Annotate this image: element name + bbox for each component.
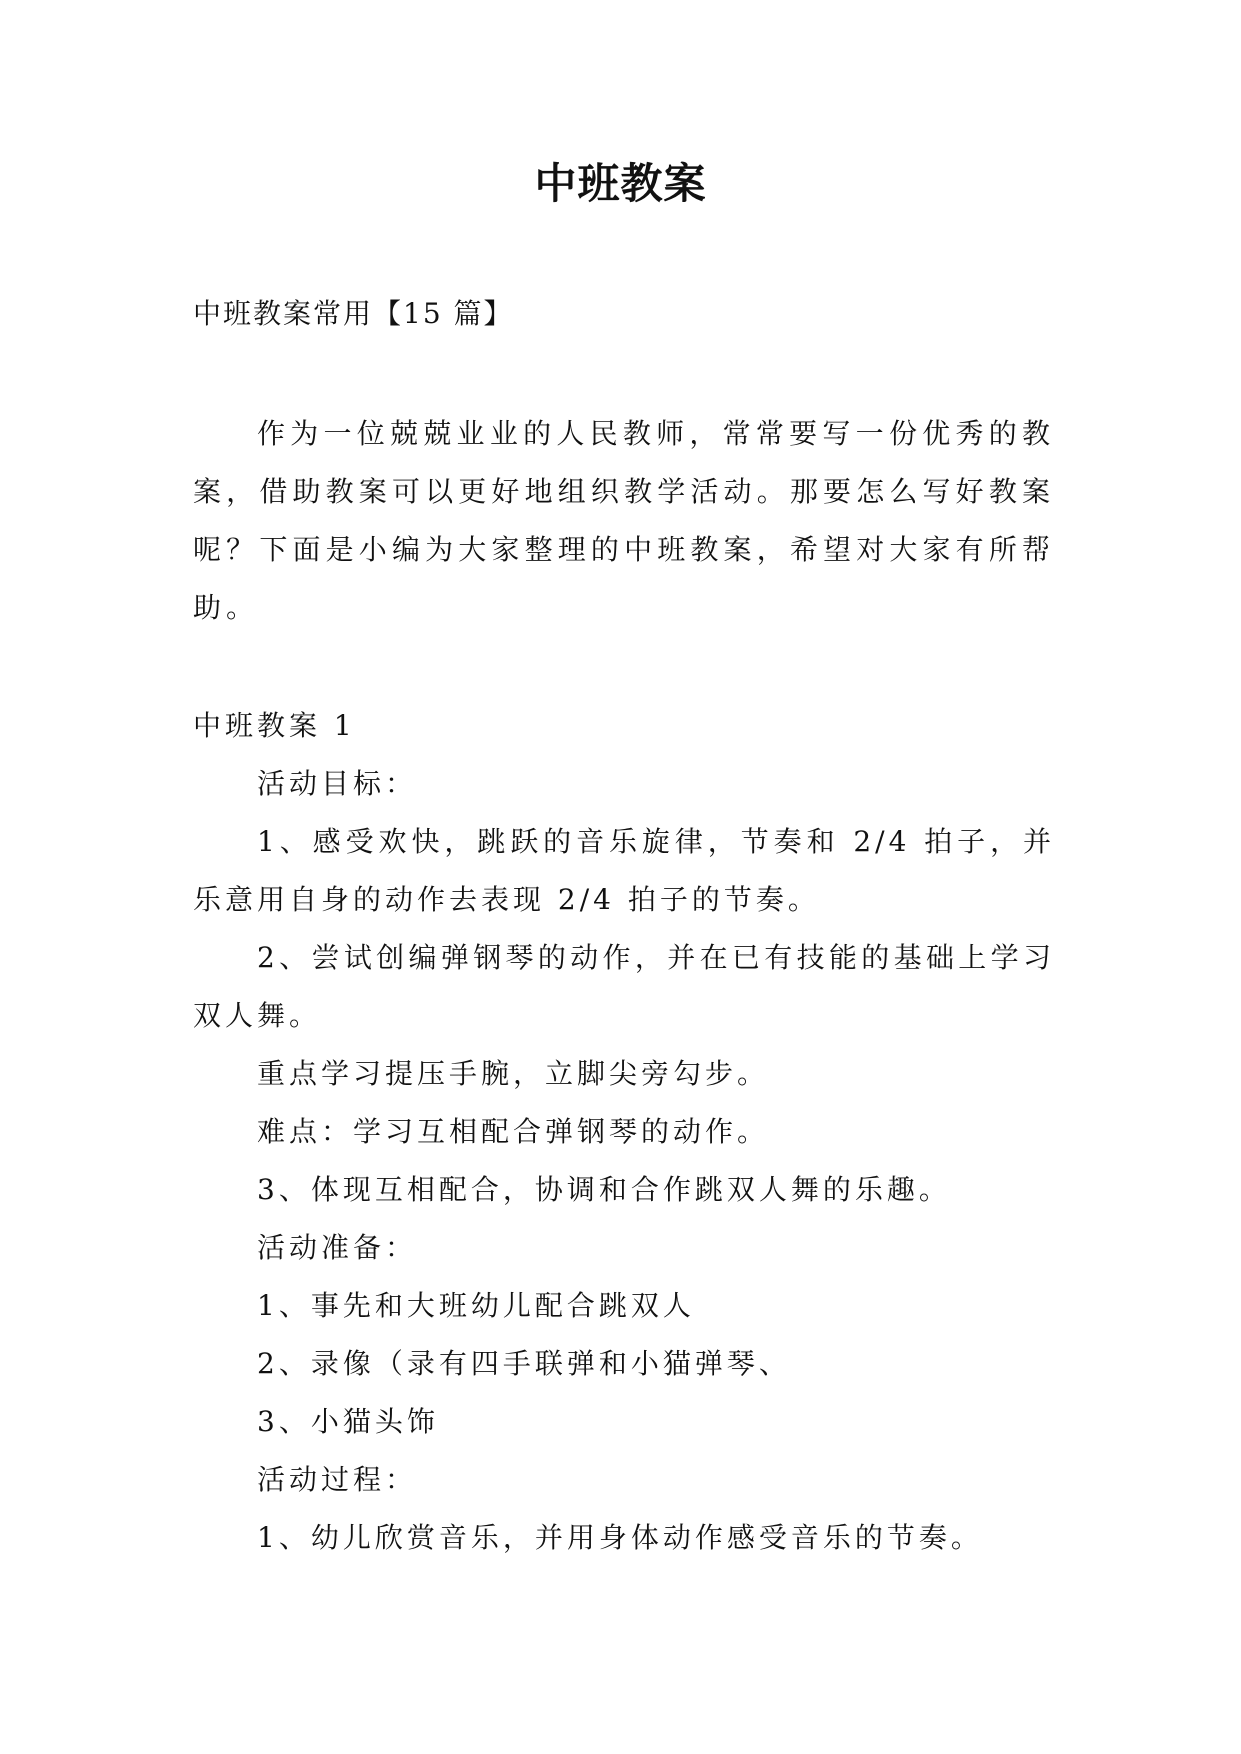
section-heading: 中班教案 1 [193,709,356,742]
key-point: 重点学习提压手腕，立脚尖旁勾步。 [257,1057,770,1090]
objective-item: 1、感受欢快，跳跃的音乐旋律，节奏和 2/4 拍子，并乐意用自身的动作去表现 2/4 拍子的节奏。 [193,825,1055,916]
document-title: 中班教案 [534,159,707,208]
lesson-body [193,697,1073,1567]
preparation-item: 3、小猫头饰 [257,1405,439,1438]
intro-paragraph: 作为一位兢兢业业的人民教师，常常要写一份优秀的教案，借助教案可以更好地组织教学活动。那要怎么写好教案呢？下面是小编为大家整理的中班教案，希望对大家有所帮助。 [193,417,1055,624]
preparation-heading: 活动准备： [257,1231,418,1264]
document-subtitle: 中班教案常用【15 篇】 [193,297,514,330]
difficulty-point: 难点：学习互相配合弹钢琴的动作。 [257,1115,770,1148]
preparation-item: 1、事先和大班幼儿配合跳双人 [257,1289,695,1322]
process-item: 1、幼儿欣赏音乐，并用身体动作感受音乐的节奏。 [257,1521,983,1554]
objectives-heading: 活动目标： [257,767,418,800]
process-heading: 活动过程： [257,1463,418,1496]
preparation-item: 2、录像（录有四手联弹和小猫弹琴、 [257,1347,791,1380]
objective-item: 2、尝试创编弹钢琴的动作，并在已有技能的基础上学习双人舞。 [193,941,1055,1032]
objective-item: 3、体现互相配合，协调和合作跳双人舞的乐趣。 [257,1173,951,1206]
